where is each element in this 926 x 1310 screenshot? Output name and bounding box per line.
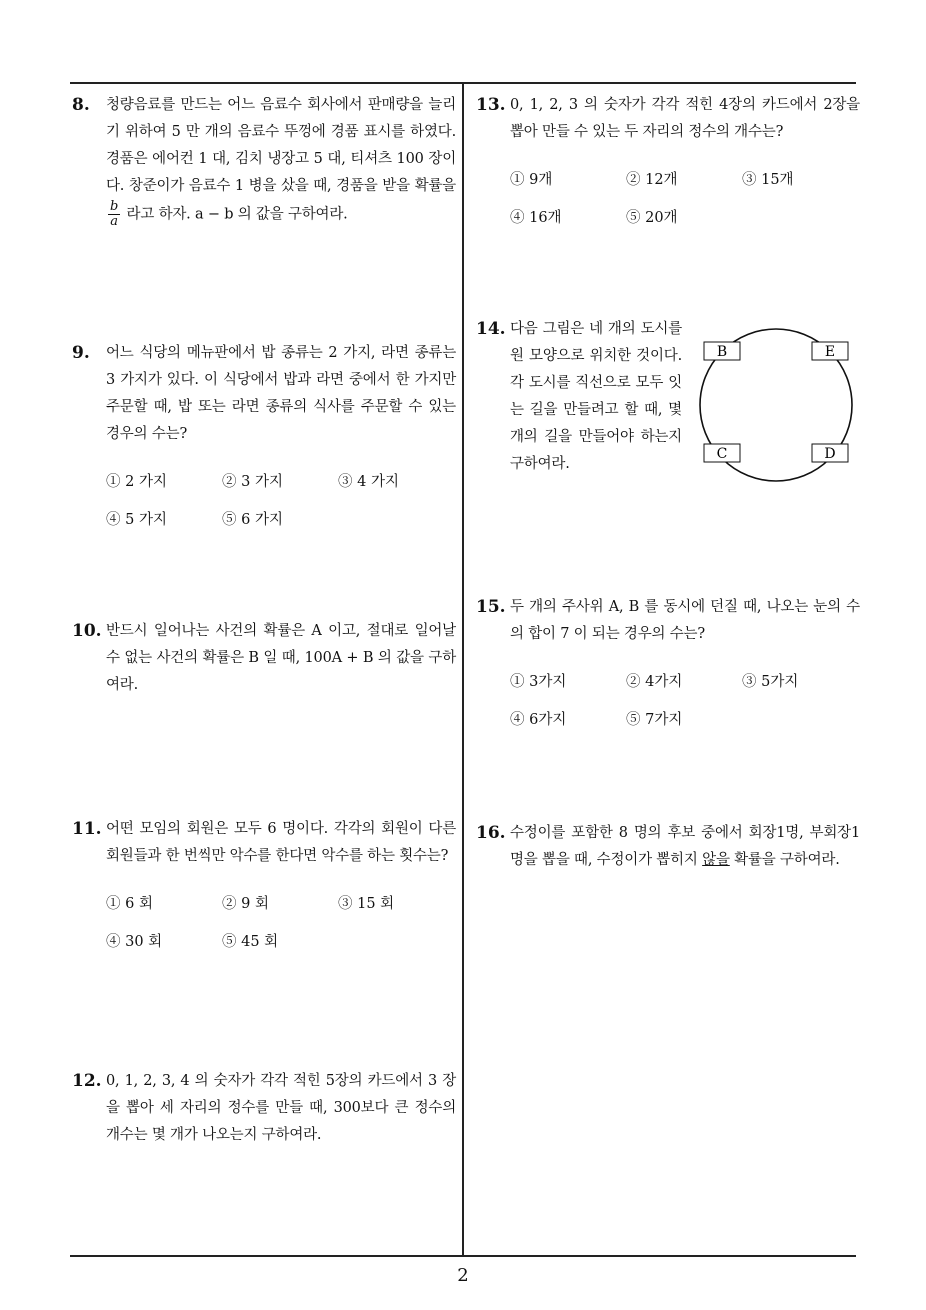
choice-4[interactable]: ④ 6가지 <box>510 712 567 728</box>
choice-1[interactable]: ① 2 가지 <box>106 474 167 490</box>
choice-5[interactable]: ⑤ 6 가지 <box>222 512 283 528</box>
question-number: 15. <box>476 597 506 617</box>
question-text: 두 개의 주사위 A, B 를 동시에 던질 때, 나오는 눈의 수의 합이 7 이 되는 경우의 수는? <box>510 599 860 642</box>
question-number: 10. <box>72 621 102 641</box>
choice-4[interactable]: ④ 5 가지 <box>106 512 167 528</box>
choices <box>510 168 860 244</box>
question-number: 9. <box>72 343 90 363</box>
choice-5[interactable]: ⑤ 20개 <box>626 210 678 226</box>
choice-5[interactable]: ⑤ 7가지 <box>626 712 683 728</box>
question-14 <box>476 316 860 478</box>
question-text: 반드시 일어나는 사건의 확률은 A 이고, 절대로 일어날 수 없는 사건의 확률은 B 일 때, 100A + B 의 값을 구하여라. <box>106 623 456 693</box>
question-number: 8. <box>72 95 90 115</box>
question-11 <box>72 816 456 968</box>
question-9 <box>72 340 456 546</box>
city-label-d: D <box>824 446 836 462</box>
choice-2[interactable]: ② 3 가지 <box>222 474 283 490</box>
choice-3[interactable]: ③ 15 회 <box>338 896 395 912</box>
question-12 <box>72 1068 456 1149</box>
question-text: 0, 1, 2, 3 의 숫자가 각각 적힌 4장의 카드에서 2장을 뽑아 만들 수 있는 두 자리의 정수의 개수는? <box>510 97 860 140</box>
question-number: 13. <box>476 95 506 115</box>
question-text: 0, 1, 2, 3, 4 의 숫자가 각각 적힌 5장의 카드에서 3 장을 뽑아 세 자리의 정수를 만들 때, 300보다 큰 정수의 개수는 몇 개가 나오는지 구하여라. <box>106 1073 456 1143</box>
choice-1[interactable]: ① 9개 <box>510 172 553 188</box>
question-text: 다음 그림은 네 개의 도시를 원 모양으로 위치한 것이다. 각 도시를 직선으로 모두 잇는 길을 만들려고 할 때, 몇 개의 길을 만들어야 하는지 구하여라. <box>510 321 682 472</box>
city-label-e: E <box>824 344 836 360</box>
page-number: 2 <box>457 1265 469 1286</box>
choices <box>106 892 456 968</box>
question-10 <box>72 618 456 699</box>
question-text: 어떤 모임의 회원은 모두 6 명이다. 각각의 회원이 다른 회원들과 한 번씩만 악수를 한다면 악수를 하는 횟수는? <box>106 821 456 864</box>
choice-2[interactable]: ② 12개 <box>626 172 678 188</box>
choice-3[interactable]: ③ 5가지 <box>742 674 799 690</box>
question-8 <box>72 92 456 229</box>
fraction-b-over-a: $\frac{b}{a}$ <box>110 199 119 229</box>
choice-1[interactable]: ① 3가지 <box>510 674 567 690</box>
choice-4[interactable]: ④ 30 회 <box>106 934 163 950</box>
city-label-c: C <box>716 446 728 462</box>
question-text: 수정이를 포함한 8 명의 후보 중에서 회장1명, 부회장1명을 뽑을 때, 수정이가 뽑히지 않을 확률을 구하여라. <box>510 825 860 868</box>
question-number: 14. <box>476 319 506 339</box>
column-divider <box>462 82 464 1256</box>
question-text: 어느 식당의 메뉴판에서 밥 종류는 2 가지, 라면 종류는 3 가지가 있다. 이 식당에서 밥과 라면 중에서 한 가지만 주문할 때, 밥 또는 라면 종류의 식사를 주문할 수 있는 경우의 수는? <box>106 345 456 442</box>
choice-2[interactable]: ② 9 회 <box>222 896 269 912</box>
choices <box>510 670 860 746</box>
choice-4[interactable]: ④ 16개 <box>510 210 562 226</box>
question-text: 청량음료를 만드는 어느 음료수 회사에서 판매량을 늘리기 위하여 5 만 개의 음료수 뚜껑에 경품 표시를 하였다. 경품은 에어컨 1 대, 김치 냉장고 5 대, 티셔츠 100 장이다. 창준이가 음료수 1 병을 샀을 때, 경품을 받을 확률을 $\frac{b}{a}$ 라고 하자. a − b 의 값을 구하여라. <box>106 97 456 229</box>
choice-5[interactable]: ⑤ 45 회 <box>222 934 279 950</box>
question-13 <box>476 92 860 244</box>
question-16 <box>476 820 860 874</box>
question-number: 16. <box>476 823 506 843</box>
choices <box>106 470 456 546</box>
choice-2[interactable]: ② 4가지 <box>626 674 683 690</box>
choice-3[interactable]: ③ 4 가지 <box>338 474 399 490</box>
question-number: 11. <box>72 819 102 839</box>
choice-3[interactable]: ③ 15개 <box>742 172 794 188</box>
question-15 <box>476 594 860 746</box>
choice-1[interactable]: ① 6 회 <box>106 896 153 912</box>
underlined-word: 않을 <box>702 852 730 868</box>
city-label-b: B <box>716 344 728 360</box>
city-circle-diagram <box>696 324 856 486</box>
question-number: 12. <box>72 1071 102 1091</box>
